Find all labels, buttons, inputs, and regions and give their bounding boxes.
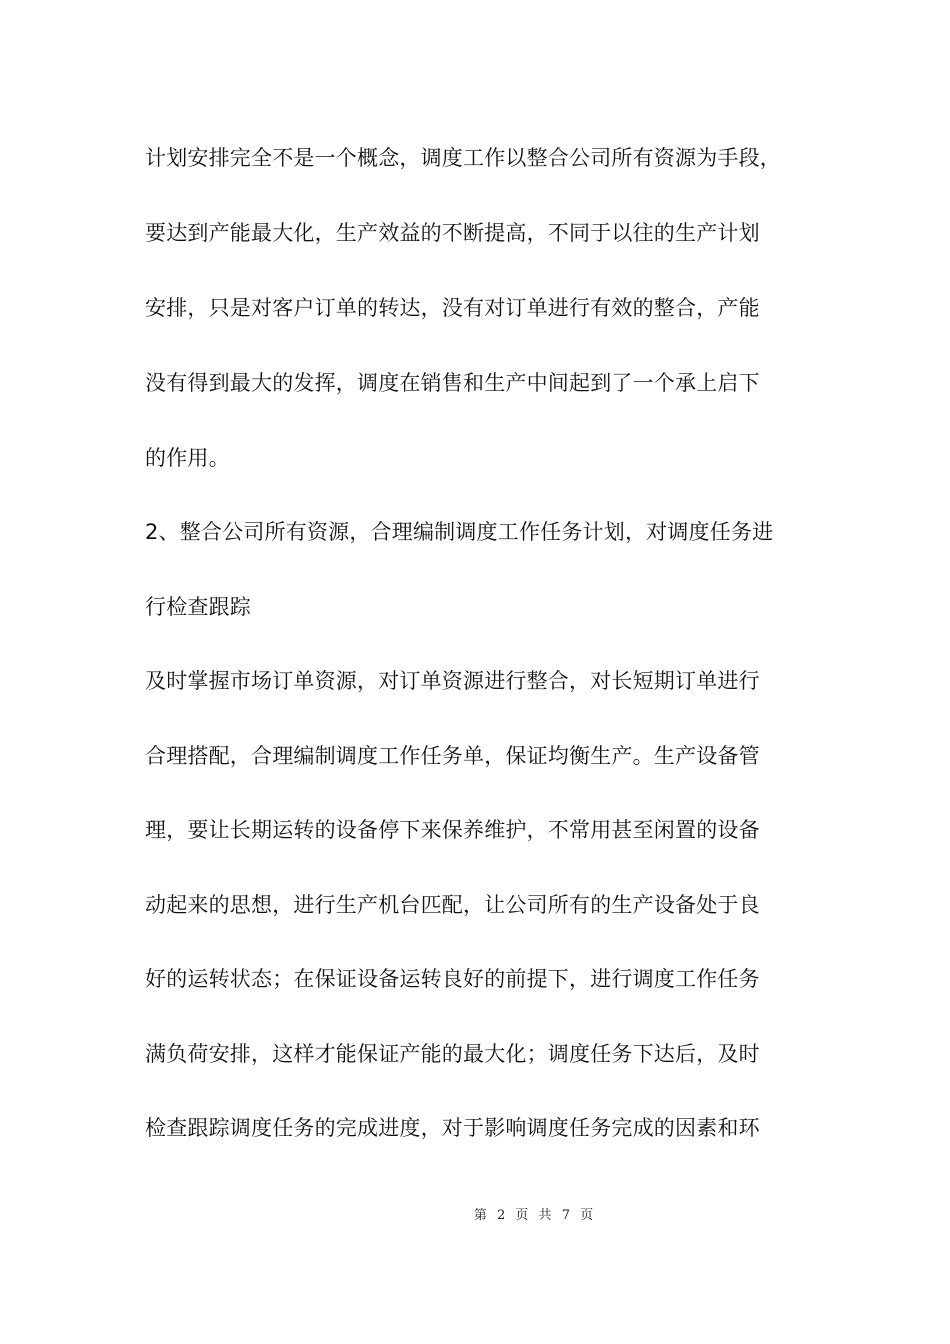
body-text-line-6: 及时掌握市场订单资源，对订单资源进行整合，对长短期订单进行 xyxy=(145,669,760,693)
body-text-line-12: 检查跟踪调度任务的完成进度，对于影响调度任务完成的因素和环 xyxy=(145,1116,760,1140)
body-text-line-8: 理，要让长期运转的设备停下来保养维护，不常用甚至闲置的设备 xyxy=(145,818,760,842)
section-heading-line-2: 行检查跟踪 xyxy=(145,595,251,619)
page-number-footer: 第 2 页 共 7 页 xyxy=(473,1208,597,1223)
body-text-line-4: 没有得到最大的发挥，调度在销售和生产中间起到了一个承上启下 xyxy=(145,371,760,395)
body-text-line-9: 动起来的思想，进行生产机台匹配，让公司所有的生产设备处于良 xyxy=(145,893,760,917)
body-text-line-3: 安排，只是对客户订单的转达，没有对订单进行有效的整合，产能 xyxy=(145,296,760,320)
body-text-line-5: 的作用。 xyxy=(145,446,230,470)
body-text-line-10: 好的运转状态；在保证设备运转良好的前提下，进行调度工作任务 xyxy=(145,967,760,991)
body-text-line-11: 满负荷安排，这样才能保证产能的最大化；调度任务下达后，及时 xyxy=(145,1042,760,1066)
body-text-line-1: 计划安排完全不是一个概念，调度工作以整合公司所有资源为手段， xyxy=(145,146,781,170)
body-text-line-2: 要达到产能最大化，生产效益的不断提高，不同于以往的生产计划 xyxy=(145,221,760,245)
section-heading-line-1: 2、整合公司所有资源，合理编制调度工作任务计划，对调度任务进 xyxy=(145,520,774,544)
body-text-line-7: 合理搭配，合理编制调度工作任务单，保证均衡生产。生产设备管 xyxy=(145,744,760,768)
